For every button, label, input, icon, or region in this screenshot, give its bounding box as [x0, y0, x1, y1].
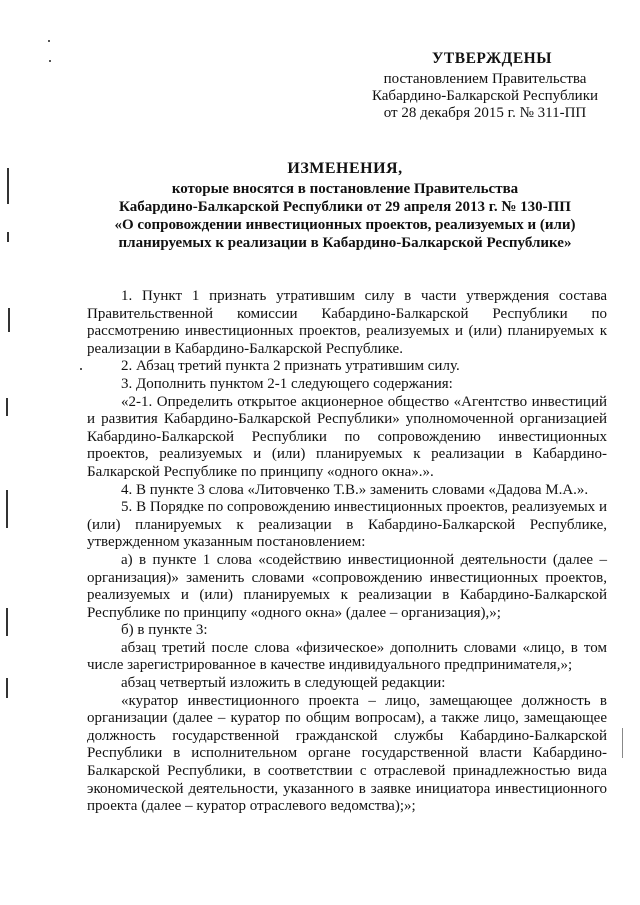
scan-artifact — [49, 60, 51, 62]
paragraph: 4. В пункте 3 слова «Литовченко Т.В.» заменить словами «Дадова М.А.». — [121, 481, 589, 498]
title-line: которые вносятся в постановление Правительства — [171, 181, 519, 197]
scan-artifact — [7, 232, 9, 242]
approval-heading: УТВЕРЖДЕНЫ — [432, 50, 552, 67]
approval-line: постановлением Правительства — [383, 71, 587, 87]
paragraph: абзац третий после слова «физическое» дополнить словами «лицо, в том числе зарегистрированное в качестве индивидуального предпринимателя,»; — [87, 639, 607, 674]
paragraph: 5. В Порядке по сопровождению инвестиционных проектов, реализуемых и (или) планируемых к реализации в Кабардино-Балкарской Республике, утвержденном указанным постановлением: — [87, 499, 607, 551]
paragraph: 2. Абзац третий пункта 2 признать утратившим силу. — [121, 358, 460, 375]
document-title — [75, 160, 615, 252]
scan-artifact — [6, 608, 8, 636]
paragraph: 3. Дополнить пунктом 2-1 следующего содержания: — [121, 375, 453, 392]
scan-artifact — [8, 308, 10, 332]
approval-line: от 28 декабря 2015 г. № 311-ПП — [383, 105, 587, 121]
document-body — [87, 288, 607, 816]
scan-artifact — [48, 40, 50, 42]
approval-line: Кабардино-Балкарской Республики — [371, 88, 599, 104]
paragraph: абзац четвертый изложить в следующей редакции: — [121, 675, 446, 692]
scan-artifact — [6, 490, 8, 528]
paragraph: «2-1. Определить открытое акционерное общество «Агентство инвестиций и развития Кабардино-Балкарской Республики» уполномоченной организацией Кабардино-Балкарской Республики по сопровождению инвестиционных проектов, реализуемых и (или) планируемых к реализации в Кабардино-Балкарской Республике по принципу «одного окна».». — [87, 393, 607, 480]
title-main: ИЗМЕНЕНИЯ, — [287, 160, 403, 177]
scan-artifact — [80, 368, 82, 370]
scan-artifact — [7, 168, 9, 204]
paragraph: 1. Пункт 1 признать утратившим силу в части утверждения состава Правительственной комиссии Кабардино-Балкарской Республики по рассмотрению инвестиционных проектов, реализуемых и (или) планируемых к реализации в Кабардино-Балкарской Республике. — [87, 288, 607, 357]
scan-artifact — [6, 678, 8, 698]
title-line: планируемых к реализации в Кабардино-Балкарской Республике» — [118, 235, 572, 251]
title-line: Кабардино-Балкарской Республики от 29 апреля 2013 г. № 130-ПП — [119, 199, 571, 215]
paragraph: «куратор инвестиционного проекта – лицо, замещающее должность в организации (далее – куратор по общим вопросам), а также лицо, замещающее должность государственной гражданской службы Кабардино-Балкарской Республики в исполнительном органе государственной власти Кабардино-Балкарской Республики, в соответствии с отраслевой принадлежностью вида экономической деятельности, указанного в заявке инициатора инвестиционного проекта (далее – куратор отраслевого ведомства);»; — [87, 692, 607, 815]
paragraph: а) в пункте 1 слова «содействию инвестиционной деятельности (далее – организация)» заменить словами «сопровождению инвестиционных проектов, реализуемых и (или) планируемых к реализации в Кабардино-Балкарской Республике по принципу «одного окна» (далее – организация),»; — [87, 551, 607, 621]
approval-stamp — [360, 50, 610, 122]
scan-artifact — [622, 728, 623, 758]
paragraph: б) в пункте 3: — [121, 622, 208, 639]
title-line: «О сопровождении инвестиционных проектов, реализуемых и (или) — [114, 217, 576, 233]
scan-artifact — [6, 398, 8, 416]
